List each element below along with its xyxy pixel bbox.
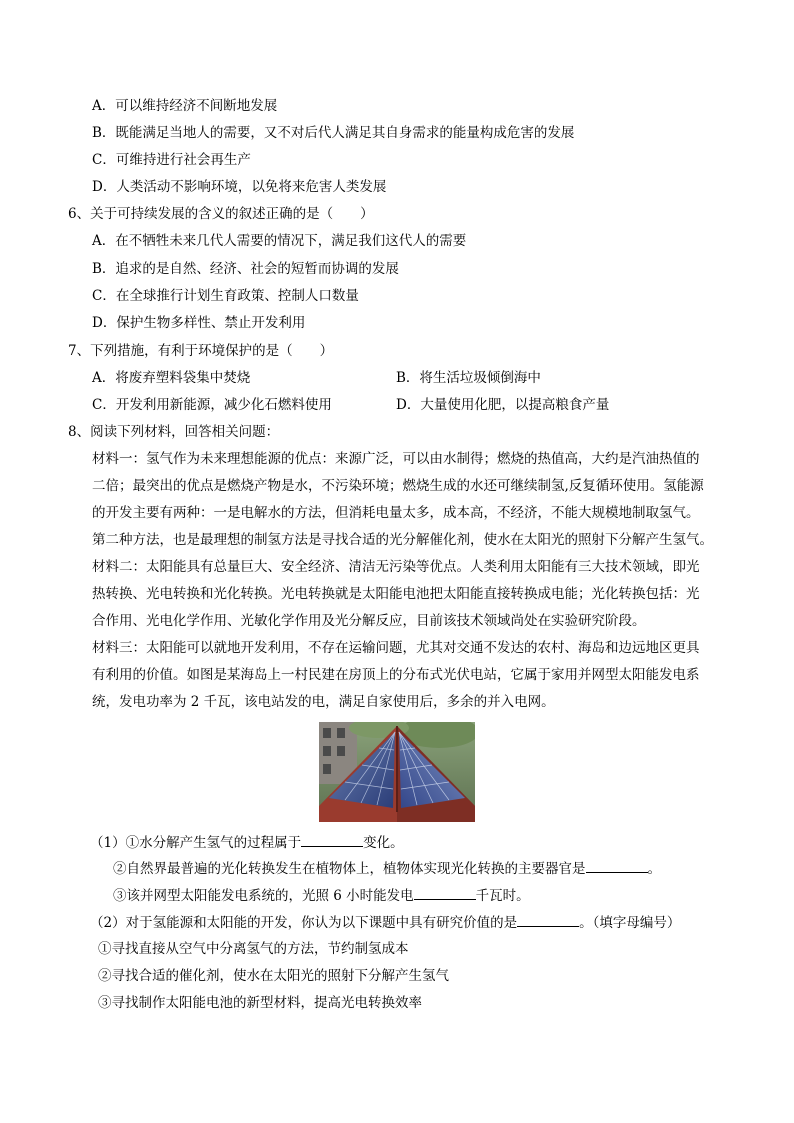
prompt-text: 。 bbox=[647, 861, 661, 877]
q8-material-line: 第二种方法，也是最理想的制氢方法是寻找合适的光分解催化剂，使水在太阳光的照射下分解产生氢气。 bbox=[92, 532, 713, 548]
answer-blank[interactable] bbox=[586, 858, 648, 873]
q7-option-a: A．将废弃塑料袋集中焚烧 bbox=[92, 370, 251, 386]
solar-roof-photo bbox=[319, 722, 475, 822]
q6-option-a: A．在不牺牲未来几代人需要的情况下，满足我们这代人的需要 bbox=[92, 233, 467, 249]
q8-stem: 8、阅读下列材料，回答相关问题： bbox=[68, 424, 280, 440]
q6-stem: 6、关于可持续发展的含义的叙述正确的是（ ） bbox=[68, 206, 374, 222]
prompt-text: （1）①水分解产生氢气的过程属于 bbox=[90, 835, 302, 851]
q8-part1-item3 bbox=[113, 885, 530, 906]
prompt-text: ③该并网型太阳能发电系统的，光照 6 小时能发电 bbox=[113, 888, 414, 904]
q8-part2 bbox=[90, 912, 680, 933]
q5-option-b: B．既能满足当地人的需要，又不对后代人满足其自身需求的能量构成危害的发展 bbox=[92, 125, 575, 141]
q8-material-line: 合作用、光电化学作用、光敏化学作用及光分解反应，目前该技术领域尚处在实验研究阶段。 bbox=[92, 613, 646, 629]
answer-blank[interactable] bbox=[301, 832, 363, 847]
prompt-text: 变化。 bbox=[363, 835, 404, 851]
answer-blank[interactable] bbox=[414, 885, 476, 900]
prompt-text: （2）对于氢能源和太阳能的开发，你认为以下课题中具有研究价值的是 bbox=[90, 915, 518, 931]
q8-material-line: 二倍；最突出的优点是燃烧产物是水，不污染环境；燃烧生成的水还可继续制氢,反复循环使用。氢能源 bbox=[92, 478, 704, 494]
prompt-text: 。（填字母编号） bbox=[579, 915, 681, 931]
q7-stem: 7、下列措施，有利于环境保护的是（ ） bbox=[68, 343, 334, 359]
q7-option-d: D．大量使用化肥，以提高粮食产量 bbox=[396, 397, 610, 413]
q8-material-line: 材料二：太阳能具有总量巨大、安全经济、清洁无污染等优点。人类利用太阳能有三大技术领域，即光 bbox=[92, 559, 700, 575]
q8-material-line: 统，发电功率为 2 千瓦，该电站发的电，满足自家使用后，多余的并入电网。 bbox=[92, 694, 555, 710]
q8-material-line: 有利用的价值。如图是某海岛上一村民建在房顶上的分布式光伏电站，它属于家用并网型太阳能发电系 bbox=[92, 667, 700, 683]
q8-material-line: 材料一：氢气作为未来理想能源的优点：来源广泛，可以由水制得；燃烧的热值高，大约是汽油热值的 bbox=[92, 451, 700, 467]
q8-material-line: 热转换、光电转换和光化转换。光电转换就是太阳能电池把太阳能直接转换成电能；光化转换包括：光 bbox=[92, 586, 700, 602]
q8-part2-option3: ③寻找制作太阳能电池的新型材料，提高光电转换效率 bbox=[98, 995, 422, 1011]
q8-material-line: 的开发主要有两种：一是电解水的方法，但消耗电量太多，成本高，不经济，不能大规模地制取氢气。 bbox=[92, 505, 700, 521]
prompt-text: 千瓦时。 bbox=[475, 888, 530, 904]
q8-part1-item1 bbox=[90, 832, 404, 853]
q6-option-c: C．在全球推行计划生育政策、控制人口数量 bbox=[92, 288, 359, 304]
q8-part2-option1: ①寻找直接从空气中分离氢气的方法，节约制氢成本 bbox=[98, 941, 409, 957]
q7-option-b: B．将生活垃圾倾倒海中 bbox=[396, 370, 541, 386]
answer-blank[interactable] bbox=[517, 912, 579, 927]
prompt-text: ②自然界最普遍的光化转换发生在植物体上，植物体实现光化转换的主要器官是 bbox=[113, 861, 586, 877]
q8-part1-item2 bbox=[113, 858, 661, 879]
q5-option-c: C．可维持进行社会再生产 bbox=[92, 152, 251, 168]
q5-option-a: A．可以维持经济不间断地发展 bbox=[92, 98, 278, 114]
q7-option-c: C．开发利用新能源，减少化石燃料使用 bbox=[92, 397, 332, 413]
q8-part2-option2: ②寻找合适的催化剂，使水在太阳光的照射下分解产生氢气 bbox=[98, 968, 449, 984]
q8-material-line: 材料三：太阳能可以就地开发利用，不存在运输问题，尤其对交通不发达的农村、海岛和边远地区更具 bbox=[92, 640, 700, 656]
q5-option-d: D．人类活动不影响环境，以免将来危害人类发展 bbox=[92, 179, 387, 195]
q6-option-b: B．追求的是自然、经济、社会的短暂而协调的发展 bbox=[92, 261, 399, 277]
q6-option-d: D．保护生物多样性、禁止开发利用 bbox=[92, 315, 306, 331]
